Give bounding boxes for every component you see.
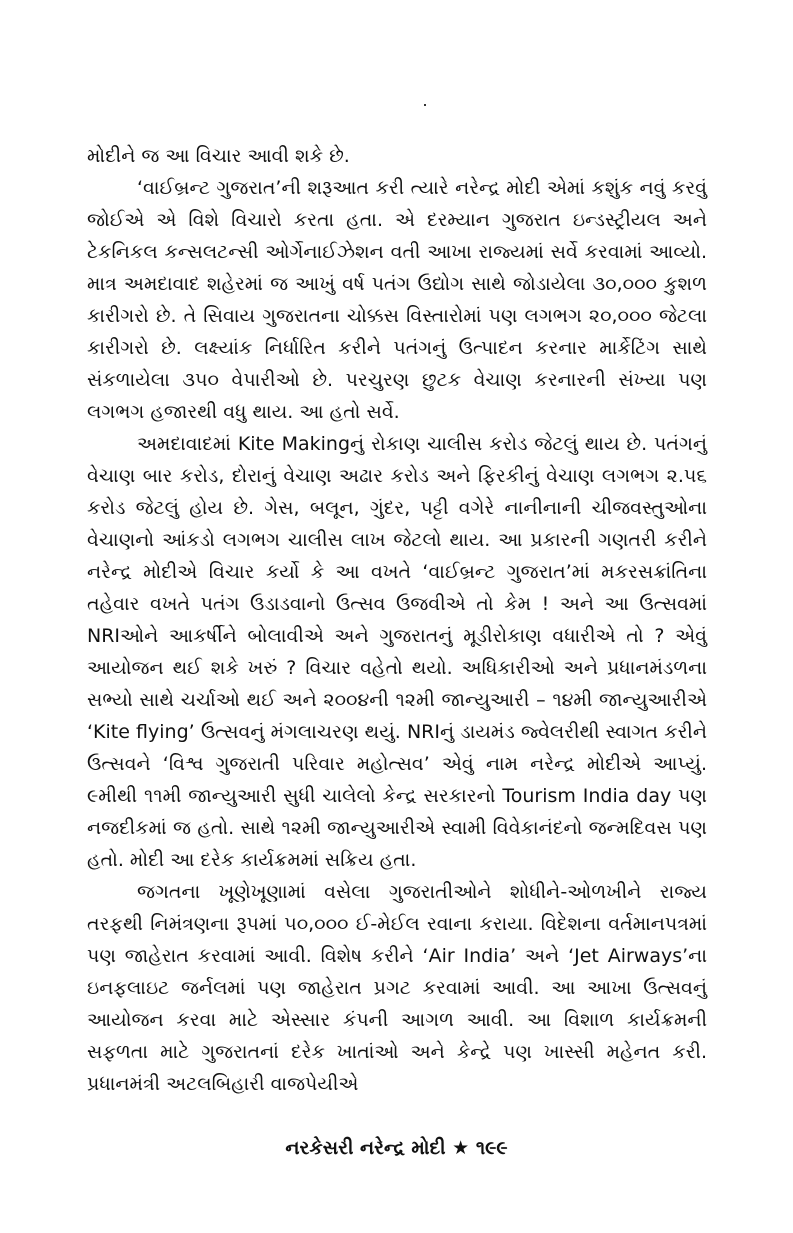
speck-mark — [424, 104, 426, 106]
page-footer: નરકેસરી નરેન્દ્ર મોદી ★ ૧૯૯ — [285, 1137, 508, 1159]
body-text — [87, 140, 707, 1100]
paragraph-1: મોદીને જ આ વિચાર આવી શકે છે. — [87, 145, 350, 167]
paragraph-2: ‘વાઈબ્રન્ટ ગુજરાત’ની શરૂઆત કરી ત્યારે નરેન્દ્ર મોદી એમાં કશુંક નવું કરવું જોઈએ એ વિશે વિચારો કરતા હતા. એ દરમ્યાન ગુજરાત ઇન્ડસ્ટ્રીયલ અને ટેકનિકલ કન્સલટન્સી ઓર્ગેનાઈઝેશન વતી આખા રાજ્યમાં સર્વે કરવામાં આવ્યો. માત્ર અમદાવાદ શહેરમાં જ આખું વર્ષ પતંગ ઉદ્યોગ સાથે જોડાયેલા ૩૦,૦૦૦ કુશળ કારીગરો છે. તે સિવાય ગુજરાતના ચોક્કસ વિસ્તારોમાં પણ લગભગ ૨૦,૦૦૦ જેટલા કારીગરો છે. લક્ષ્યાંક નિર્ધારિત કરીને પતંગનું ઉત્પાદન કરનાર માર્કેટિંગ સાથે સંકળાયેલા ૩૫૦ વેપારીઓ છે. પરચુરણ છુટક વેચાણ કરનારની સંખ્યા પણ લગભગ હજારથી વધુ થાય. આ હતો સર્વે. — [87, 177, 707, 423]
paragraph-4: જગતના ખૂણેખૂણામાં વસેલા ગુજરાતીઓને શોધીને-ઓળખીને રાજ્ય તરફથી નિમંત્રણના રૂપમાં ૫૦,૦૦૦ ઈ-મેઈલ રવાના કરાયા. વિદેશના વર્તમાનપત્રમાં પણ જાહેરાત કરવામાં આવી. વિશેષ કરીને ‘Air India’ અને ‘Jet Airways’ના ઇનફલાઇટ જર્નલમાં પણ જાહેરાત પ્રગટ કરવામાં આવી. આ આખા ઉત્સવનું આયોજન કરવા માટે એસ્સાર કંપની આગળ આવી. આ વિશાળ કાર્યક્રમની સફળતા માટે ગુજરાતનાં દરેક ખાતાંઓ અને કેન્દ્રે પણ ખાસ્સી મહેનત કરી. પ્રધાનમંત્રી અટલબિહારી વાજપેયીએ — [87, 881, 707, 1095]
paragraph-3: અમદાવાદમાં Kite Makingનું રોકાણ ચાલીસ કરોડ જેટલું થાય છે. પતંગનું વેચાણ બાર કરોડ, દોરાનું વેચાણ અઢાર કરોડ અને ફિરકીનું વેચાણ લગભગ ૨.૫૬ કરોડ જેટલું હોય છે. ગેસ, બલૂન, ગુંદર, પટ્ટી વગેરે નાનીનાની ચીજવસ્તુઓના વેચાણનો આંકડો લગભગ ચાલીસ લાખ જેટલો થાય. આ પ્રકારની ગણતરી કરીને નરેન્દ્ર મોદીએ વિચાર કર્યો કે આ વખતે ‘વાઈબ્રન્ટ ગુજરાત’માં મકરસક્રાંતિના તહેવાર વખતે પતંગ ઉડાડવાનો ઉત્સવ ઉજવીએ તો કેમ ! અને આ ઉત્સવમાં NRIઓને આકર્ષીને બોલાવીએ અને ગુજરાતનું મૂડીરોકાણ વધારીએ તો ? એવું આયોજન થઈ શકે ખરું ? વિચાર વહેતો થયો. અધિકારીઓ અને પ્રધાનમંડળના સભ્યો સાથે ચર્ચાઓ થઈ અને ૨૦૦૪ની ૧૨મી જાન્યુઆરી – ૧૪મી જાન્યુઆરીએ ‘Kite flying’ ઉત્સવનું મંગલાચરણ થયું. NRIનું ડાયમંડ જ્વેલરીથી સ્વાગત કરીને ઉત્સવને ‘વિશ્વ ગુજરાતી પરિવાર મહોત્સવ’ એવું નામ નરેન્દ્ર મોદીએ આપ્યું. ૯મીથી ૧૧મી જાન્યુઆરી સુધી ચાલેલો કેન્દ્ર સરકારનો Tourism India day પણ નજદીકમાં જ હતો. સાથે ૧૨મી જાન્યુઆરીએ સ્વામી વિવેકાનંદનો જન્મદિવસ પણ હતો. મોદી આ દરેક કાર્યક્રમમાં સક્રિય હતા. — [87, 433, 707, 871]
